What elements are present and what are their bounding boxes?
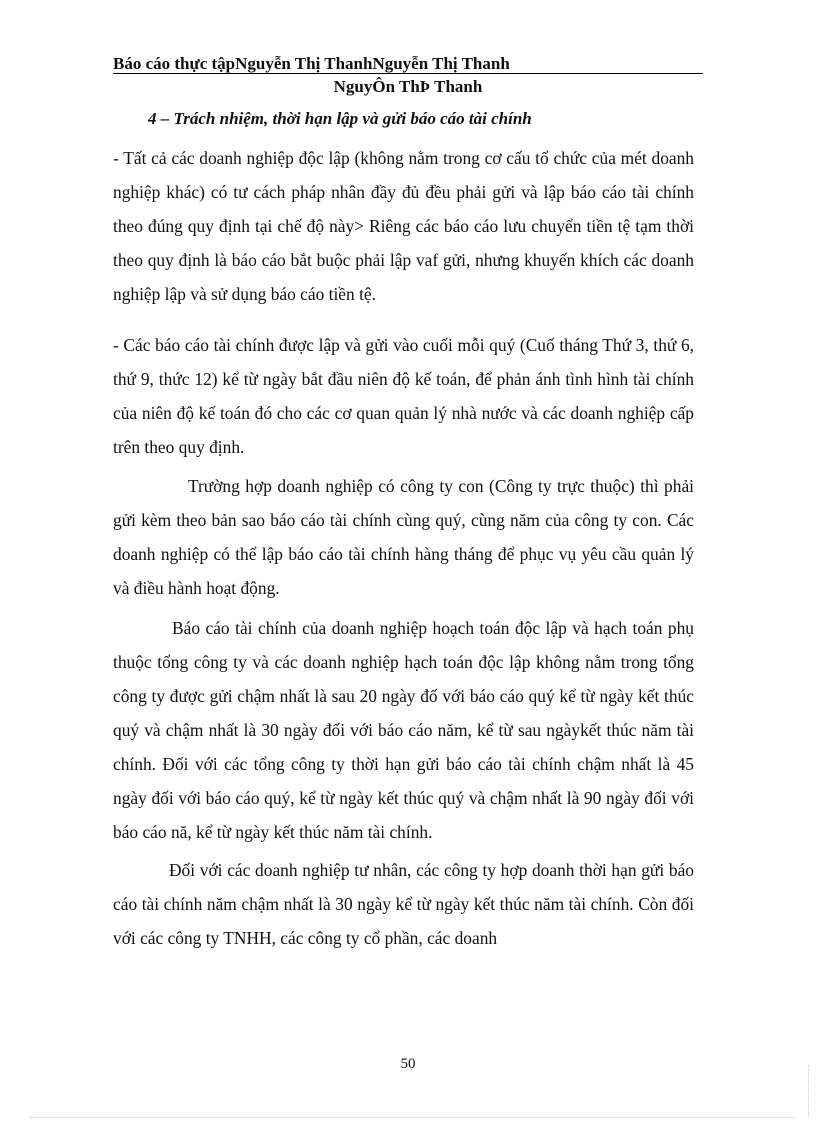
paragraph-2: - Các báo cáo tài chính được lập và gửi vào cuối mỗi quý (Cuố tháng Thứ 3, thứ 6, thứ 9, thức 12) kể từ ngày bắt đầu niên độ kế toán, để phản ánh tình hình tài chính của niên độ kế toán đó cho các cơ quan quản lý nhà nước và các doanh nghiệp cấp trên theo quy định.: [113, 335, 694, 457]
paragraph-3: Trường hợp doanh nghiệp có công ty con (Công ty trực thuộc) thì phải gửi kèm theo bản sao báo cáo tài chính cùng quý, cùng năm của công ty con. Các doanh nghiệp có thể lập báo cáo tài chính hàng tháng để phục vụ yêu cầu quản lý và điều hành hoạt động.: [113, 476, 694, 598]
header-rule: [113, 73, 703, 74]
header-title: Báo cáo thực tậpNguyễn Thị ThanhNguyễn Thị Thanh: [113, 54, 510, 73]
paragraph-1: - Tất cả các doanh nghiệp độc lập (không nằm trong cơ cấu tổ chức của mét doanh nghiệp khác) có tư cách pháp nhân đầy đủ đều phải gửi và lập báo cáo tài chính theo đúng quy định tại chế độ này> Riêng các báo cáo lưu chuyển tiền tệ tạm thời theo quy định là báo cáo bắt buộc phải lập vaf gửi, nhưng khuyến khích các doanh nghiệp lập và sử dụng báo cáo tiền tệ.: [113, 148, 694, 304]
page-number: 50: [400, 1056, 416, 1072]
page-header: [113, 53, 703, 105]
section-title: 4 – Trách nhiệm, thời hạn lập và gửi báo cáo tài chính: [148, 109, 532, 128]
page-edge-right: [808, 1065, 809, 1117]
paragraph-5: Đối với các doanh nghiệp tư nhân, các công ty hợp doanh thời hạn gửi báo cáo tài chính năm chậm nhất là 30 ngày kể từ ngày kết thúc năm tài chính. Còn đối với các công ty TNHH, các công ty cổ phần, các doanh: [113, 860, 694, 948]
header-subtitle: NguyÔn ThÞ Thanh: [333, 77, 483, 96]
page-edge-bottom: [30, 1117, 796, 1118]
paragraph-4: Báo cáo tài chính của doanh nghiệp hoạch toán độc lập và hạch toán phụ thuộc tổng công ty và các doanh nghiệp hạch toán độc lập không nằm trong tổng công ty được gửi chậm nhất là sau 20 ngày đố với báo cáo quý kể từ ngày kết thúc quý và chậm nhất là 30 ngày đối với báo cáo năm, kể từ sau ngàykết thúc năm tài chính. Đối với các tổng công ty thời hạn gửi báo cáo tài chính chậm nhất là 45 ngày đối với báo cáo quý, kể từ ngày kết thúc quý và chậm nhất là 90 ngày đối với báo cáo nă, kể từ ngày kết thúc năm tài chính.: [113, 618, 694, 842]
